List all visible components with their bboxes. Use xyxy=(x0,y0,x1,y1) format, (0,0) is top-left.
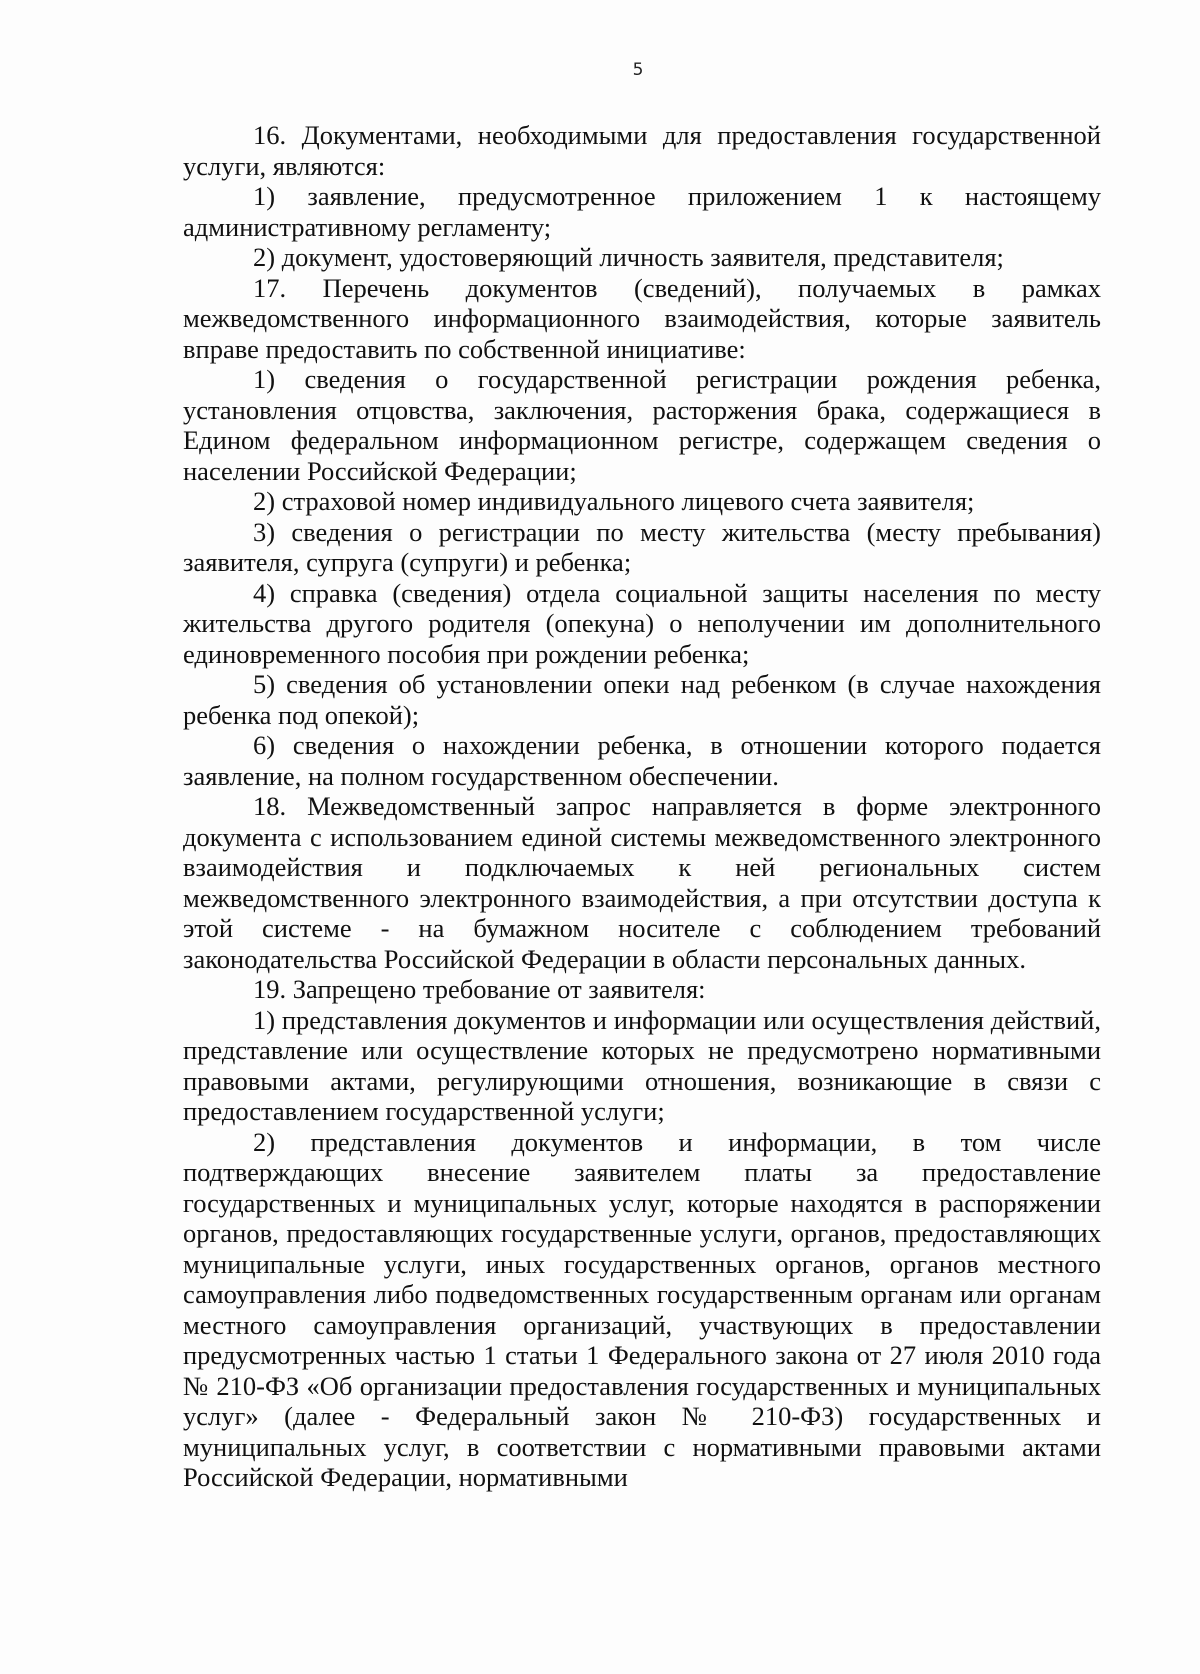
page-number: 5 xyxy=(632,60,644,80)
paragraph-17-item-2: 2) страховой номер индивидуального лицевого счета заявителя; xyxy=(253,486,975,516)
paragraph-17-item-6: 6) сведения о нахождении ребенка, в отношении которого подается заявление, на полном государственном обеспечении. xyxy=(183,730,1101,791)
paragraph-19: 19. Запрещено требование от заявителя: xyxy=(253,974,706,1004)
paragraph-16-item-2: 2) документ, удостоверяющий личность заявителя, представителя; xyxy=(253,242,1004,272)
paragraph-16-item-1: 1) заявление, предусмотренное приложением 1 к настоящему административному регламенту; xyxy=(183,181,1101,242)
paragraph-17-item-4: 4) справка (сведения) отдела социальной защиты населения по месту жительства другого родителя (опекуна) о неполучении им дополнительного единовременного пособия при рождении ребенка; xyxy=(183,577,1101,669)
document-body xyxy=(183,120,1101,1493)
paragraph-17-item-1: 1) сведения о государственной регистрации рождения ребенка, установления отцовства, заключения, расторжения брака, содержащиеся в Едином федеральном информационном регистре, содержащем сведения о населении Российской Федерации; xyxy=(183,364,1101,486)
paragraph-18: 18. Межведомственный запрос направляется в форме электронного документа с использованием единой системы межведомственного электронного взаимодействия и подключаемых к ней региональных систем межведомственного электронного взаимодействия, а при отсутствии доступа к этой системе - на бумажном носителе с соблюдением требований законодательства Российской Федерации в области персональных данных. xyxy=(183,791,1101,974)
paragraph-17-item-5: 5) сведения об установлении опеки над ребенком (в случае нахождения ребенка под опекой); xyxy=(183,669,1101,730)
paragraph-17: 17. Перечень документов (сведений), получаемых в рамках межведомственного информационного взаимодействия, которые заявитель вправе предоставить по собственной инициативе: xyxy=(183,272,1101,364)
paragraph-17-item-3: 3) сведения о регистрации по месту жительства (месту пребывания) заявителя, супруга (супруги) и ребенка; xyxy=(183,516,1101,577)
paragraph-19-item-1: 1) представления документов и информации или осуществления действий, представление или осуществление которых не предусмотрено нормативными правовыми актами, регулирующими отношения, возникающие в связи с предоставлением государственной услуги; xyxy=(183,1004,1101,1126)
paragraph-16: 16. Документами, необходимыми для предоставления государственной услуги, являются: xyxy=(183,120,1101,181)
paragraph-19-item-2: 2) представления документов и информации, в том числе подтверждающих внесение заявителем платы за предоставление государственных и муниципальных услуг, которые находятся в распоряжении органов, предоставляющих государственные услуги, органов, предоставляющих муниципальные услуги, иных государственных органов, органов местного самоуправления либо подведомственных государственным органам или органам местного самоуправления организаций, участвующих в предоставлении предусмотренных частью 1 статьи 1 Федерального закона от 27 июля 2010 года № 210-ФЗ «Об организации предоставления государственных и муниципальных услуг» (далее - Федеральный закон № 210-ФЗ) государственных и муниципальных услуг, в соответствии с нормативными правовыми актами Российской Федерации, нормативными xyxy=(183,1126,1101,1492)
